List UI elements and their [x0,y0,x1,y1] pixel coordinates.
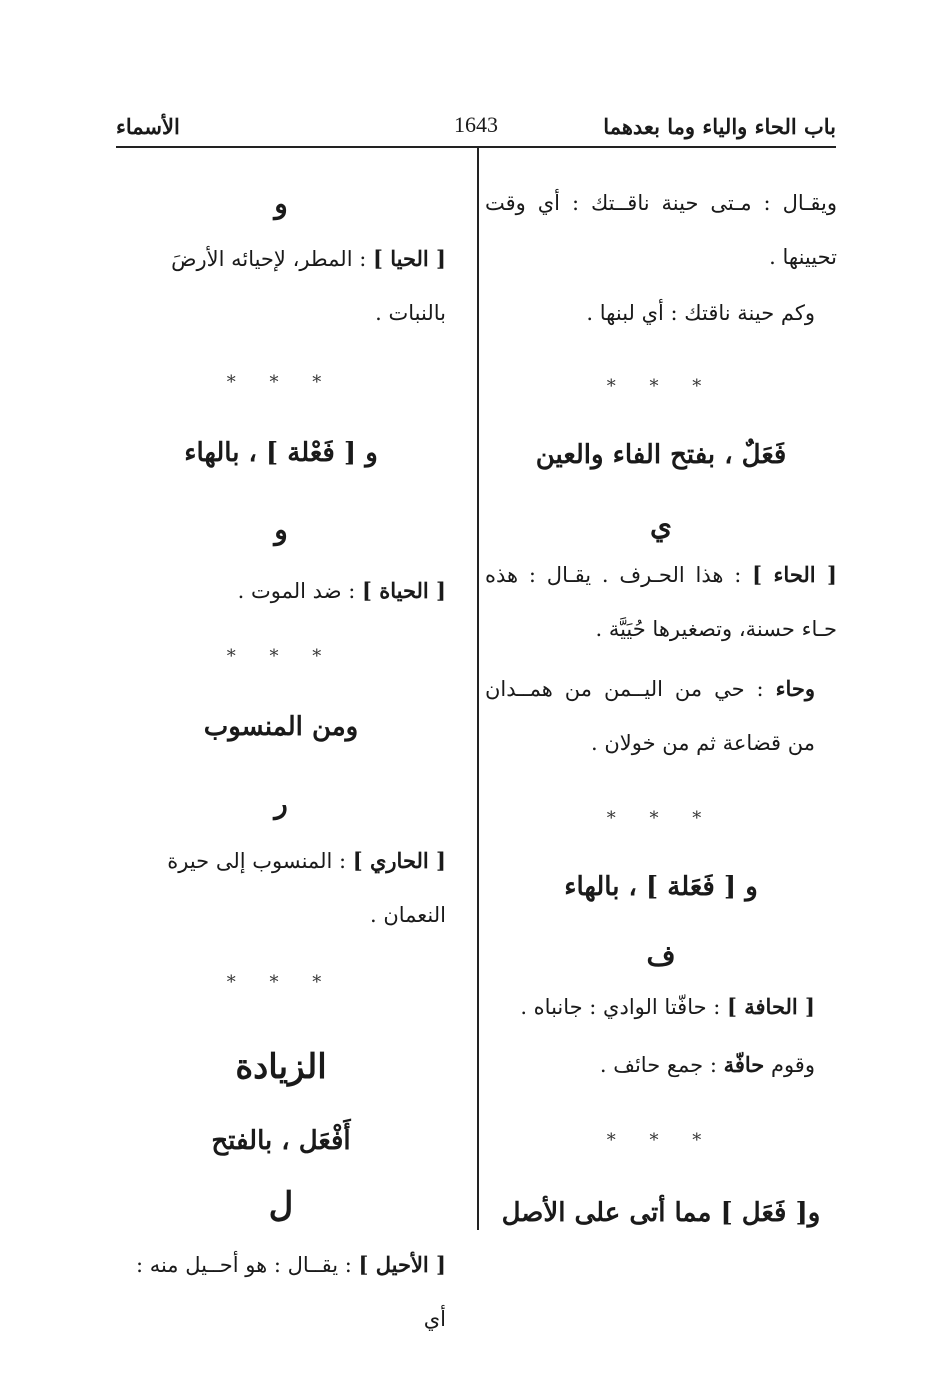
letter-heading: ر [274,787,288,820]
entry-text [116,564,446,618]
entry-definition: : هذا الحـرف . يقـال : هذه حـاء حسنة، وتصغيرها حُيَيَّة . [485,563,837,641]
entry-term: [ الحاء ] [752,562,837,587]
entry-definition: : جمع حائف . [599,1053,724,1077]
letter-heading: ف [646,939,676,972]
entry-text [485,1038,837,1092]
entry-text [116,1238,446,1346]
entry-prefix: وقوم [764,1053,815,1077]
entry-text [485,662,837,770]
section-separator: * * * [606,376,716,397]
entry-term: [ الحيا ] [372,246,446,271]
section-heading: و[ فَعَل ] مما أتى على الأصل [501,1198,821,1228]
left-column [116,187,446,1346]
section-separator: * * * [606,1130,716,1151]
entry-term: [ الحافة ] [727,994,815,1019]
section-heading: و [ فَعْلة ] ، بالهاء [184,438,378,468]
entry-term: وحاء [775,676,815,701]
section-title: الأسماء [116,114,180,139]
entry-definition: : حافّتا الوادي : جانباه . [520,995,728,1019]
entry-term: [ الأحيل ] [358,1252,446,1277]
entry-term: حافّة [723,1052,765,1077]
section-heading: أَفْعَل ، بالفتح [211,1126,351,1156]
column-divider [477,148,479,1230]
entry-text: ويقـال : مـتى حينة ناقــتك : أي وقت تحيينها . [485,191,837,269]
section-title-large: الزيادة [235,1047,327,1087]
section-separator: * * * [226,972,336,993]
letter-heading: و [274,187,288,220]
page-number: 1643 [454,112,498,137]
running-header [116,108,836,148]
entry-text: وكم حينة ناقتك : أي لبنها . [586,301,815,325]
section-heading: فَعَلٌ ، بفتح الفاء والعين [535,440,787,470]
entry-definition: : المنسوب إلى حيرة النعمان . [167,849,446,927]
chapter-title: باب الحاء والياء وما بعدهما [603,114,836,139]
entry-definition: : المطر، لإحيائه الأرضَ بالنبات . [171,247,446,325]
entry-term: [ الحياة ] [361,578,446,603]
section-separator: * * * [606,808,716,829]
entry-definition: : ضد الموت . [237,579,362,603]
entry-text [116,232,446,340]
entry-term: [ الحاري ] [352,848,446,873]
entry-text [485,548,837,656]
letter-heading: ل [268,1185,294,1225]
letter-heading: و [274,513,288,546]
section-heading: و [ فَعَلة ] ، بالهاء [564,872,758,902]
right-column [485,176,837,1226]
section-separator: * * * [226,646,336,667]
letter-heading: ي [650,509,672,542]
entry-text [116,834,446,942]
header-rule [116,146,836,148]
entry-definition: : حي من اليــمن من همــدان من قضاعة ثم من خولان . [485,677,815,755]
section-separator: * * * [226,372,336,393]
entry-text [485,980,837,1034]
section-heading: ومن المنسوب [203,712,359,742]
entry-definition: : يقــال : هو أحــيل منه : أي [135,1253,446,1331]
